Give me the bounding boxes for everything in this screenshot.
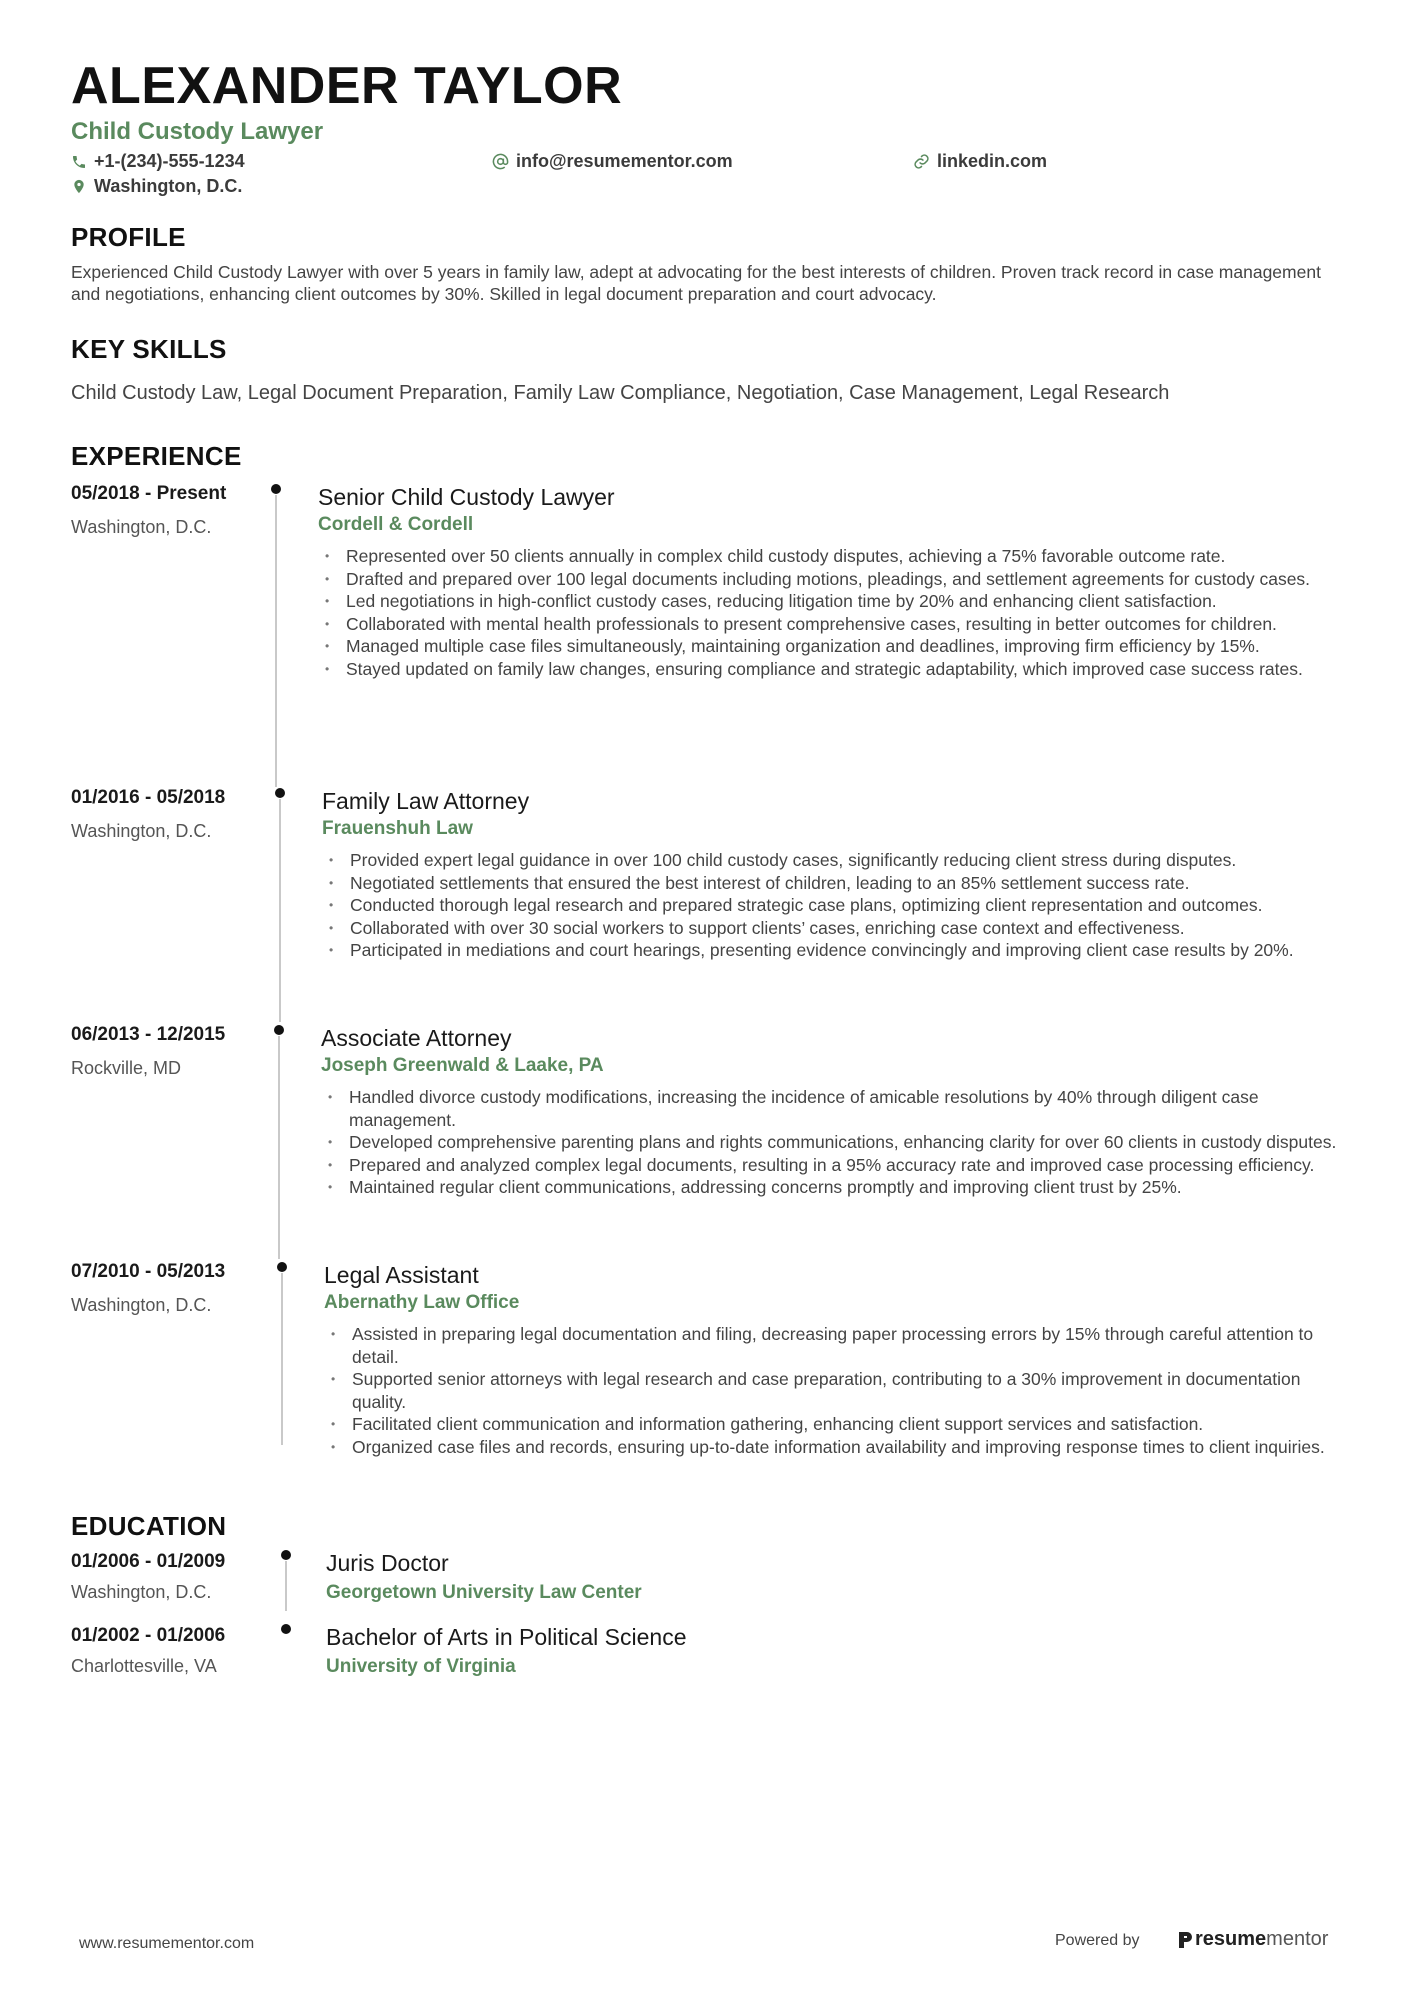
- skills-text: Child Custody Law, Legal Document Preparation, Family Law Compliance, Negotiation, Case Management, Legal Research: [71, 382, 1170, 404]
- candidate-name: ALEXANDER TAYLOR: [71, 57, 623, 115]
- edu-location: Charlottesville, VA: [71, 1656, 217, 1676]
- job-company: Frauenshuh Law: [322, 818, 473, 839]
- job-bullet: • Organized case files and records, ensuring up-to-date information availability and improving response times to client inquiries.: [324, 1436, 1341, 1459]
- job-date: 05/2018 - Present: [71, 483, 227, 504]
- contact-linkedin[interactable]: [913, 151, 1047, 172]
- edu-school: University of Virginia: [326, 1656, 516, 1677]
- footer-url[interactable]: www.resumementor.com: [79, 1935, 255, 1952]
- job-bullet: • Led negotiations in high-conflict custody cases, reducing litigation time by 20% and enhancing client satisfaction.: [318, 590, 1341, 613]
- edu-date: 01/2002 - 01/2006: [71, 1625, 226, 1646]
- timeline-dot: [275, 788, 285, 798]
- job-role: Family Law Attorney: [322, 788, 530, 814]
- timeline-dot: [271, 484, 281, 494]
- job-role: Associate Attorney: [321, 1025, 512, 1051]
- job-bullet: • Participated in mediations and court hearings, presenting evidence convincingly and improving client case results by 20%.: [322, 939, 1341, 962]
- job-bullet: • Handled divorce custody modifications, increasing the incidence of amicable resolutions by 40% through diligent case management.: [321, 1086, 1341, 1131]
- timeline-dot: [281, 1550, 291, 1560]
- job-bullet: • Collaborated with mental health professionals to present comprehensive cases, resulting in better outcomes for children.: [318, 613, 1341, 636]
- powered-by-label: Powered by: [1055, 1932, 1140, 1949]
- timeline-dot: [281, 1624, 291, 1634]
- timeline-line: [281, 1273, 283, 1445]
- job-company: Abernathy Law Office: [324, 1292, 520, 1313]
- edu-date: 01/2006 - 01/2009: [71, 1551, 226, 1572]
- job-role: Legal Assistant: [324, 1262, 479, 1288]
- job-bullet: • Stayed updated on family law changes, ensuring compliance and strategic adaptability, which improved case success rates.: [318, 658, 1341, 681]
- location-pin-icon: [71, 178, 87, 195]
- brand-mark-icon: [1177, 1930, 1195, 1950]
- profile-heading: PROFILE: [71, 222, 186, 252]
- job-bullets: [318, 545, 1341, 680]
- job-bullets: [321, 1086, 1341, 1199]
- job-bullets: [324, 1323, 1341, 1458]
- education-heading: EDUCATION: [71, 1511, 227, 1541]
- job-title: Child Custody Lawyer: [71, 118, 324, 145]
- job-company: Joseph Greenwald & Laake, PA: [321, 1055, 604, 1076]
- job-bullet: • Drafted and prepared over 100 legal documents including motions, pleadings, and settlement agreements for custody cases.: [318, 568, 1341, 591]
- job-bullet: • Negotiated settlements that ensured the best interest of children, leading to an 85% settlement success rate.: [322, 872, 1341, 895]
- job-bullet: • Developed comprehensive parenting plans and rights communications, enhancing clarity for over 60 clients in custody disputes.: [321, 1131, 1341, 1154]
- timeline-line: [278, 1036, 280, 1259]
- link-icon: [913, 153, 930, 170]
- job-location: Rockville, MD: [71, 1058, 182, 1078]
- timeline-line: [285, 1561, 287, 1611]
- timeline-dot: [277, 1262, 287, 1272]
- job-bullet: • Collaborated with over 30 social workers to support clients’ cases, enriching case context and effectiveness.: [322, 917, 1341, 940]
- profile-text: Experienced Child Custody Lawyer with over 5 years in family law, adept at advocating for the best interests of children. Proven track record in case management and negotiations, enhancing client outcomes by 30%. Skilled in legal document preparation and court advocacy.: [71, 262, 1321, 304]
- brand-name-light: mentor: [1266, 1928, 1329, 1950]
- job-content: [321, 1024, 1341, 1199]
- job-company: Cordell & Cordell: [318, 514, 474, 535]
- phone-text: +1-(234)-555-1234: [94, 151, 245, 171]
- linkedin-text: linkedin.com: [937, 151, 1048, 171]
- brand-name-bold: resume: [1195, 1928, 1267, 1950]
- job-location: Washington, D.C.: [71, 821, 212, 841]
- job-bullet: • Assisted in preparing legal documentation and filing, decreasing paper processing errors by 15% through careful attention to detail.: [324, 1323, 1341, 1368]
- edu-location: Washington, D.C.: [71, 1582, 212, 1602]
- email-text: info@resumementor.com: [516, 151, 733, 171]
- timeline-line: [275, 495, 277, 787]
- job-content: [322, 787, 1341, 962]
- edu-degree: Juris Doctor: [326, 1550, 449, 1576]
- phone-icon: [71, 154, 87, 170]
- job-bullet: • Prepared and analyzed complex legal documents, resulting in a 95% accuracy rate and improved case processing efficiency.: [321, 1154, 1341, 1177]
- at-sign-icon: [492, 153, 509, 170]
- job-date: 07/2010 - 05/2013: [71, 1261, 226, 1282]
- location-text: Washington, D.C.: [94, 176, 243, 196]
- job-bullets: [322, 849, 1341, 962]
- edu-school: Georgetown University Law Center: [326, 1582, 642, 1603]
- job-bullet: • Managed multiple case files simultaneously, maintaining organization and deadlines, improving firm efficiency by 15%.: [318, 635, 1341, 658]
- job-bullet: • Maintained regular client communications, addressing concerns promptly and improving client trust by 25%.: [321, 1176, 1341, 1199]
- contact-phone[interactable]: [71, 151, 245, 172]
- skills-heading: KEY SKILLS: [71, 334, 227, 364]
- timeline-dot: [274, 1025, 284, 1035]
- job-bullet: • Provided expert legal guidance in over 100 child custody cases, significantly reducing client stress during disputes.: [322, 849, 1341, 872]
- experience-heading: EXPERIENCE: [71, 441, 242, 471]
- job-content: [318, 483, 1341, 680]
- timeline-line: [279, 799, 281, 1022]
- job-bullet: • Represented over 50 clients annually in complex child custody disputes, achieving a 75% favorable outcome rate.: [318, 545, 1341, 568]
- contact-location: [71, 176, 242, 197]
- job-location: Washington, D.C.: [71, 517, 212, 537]
- job-bullet: • Facilitated client communication and information gathering, enhancing client support services and satisfaction.: [324, 1413, 1341, 1436]
- brand-logo[interactable]: [1177, 1928, 1328, 1951]
- job-role: Senior Child Custody Lawyer: [318, 484, 615, 510]
- job-date: 01/2016 - 05/2018: [71, 787, 226, 808]
- job-date: 06/2013 - 12/2015: [71, 1024, 226, 1045]
- job-bullet: • Supported senior attorneys with legal research and case preparation, contributing to a 30% improvement in documentation quality.: [324, 1368, 1341, 1413]
- job-location: Washington, D.C.: [71, 1295, 212, 1315]
- job-content: [324, 1261, 1341, 1458]
- contact-email[interactable]: [492, 151, 733, 172]
- job-bullet: • Conducted thorough legal research and prepared strategic case plans, optimizing client representation and outcomes.: [322, 894, 1341, 917]
- edu-degree: Bachelor of Arts in Political Science: [326, 1624, 687, 1650]
